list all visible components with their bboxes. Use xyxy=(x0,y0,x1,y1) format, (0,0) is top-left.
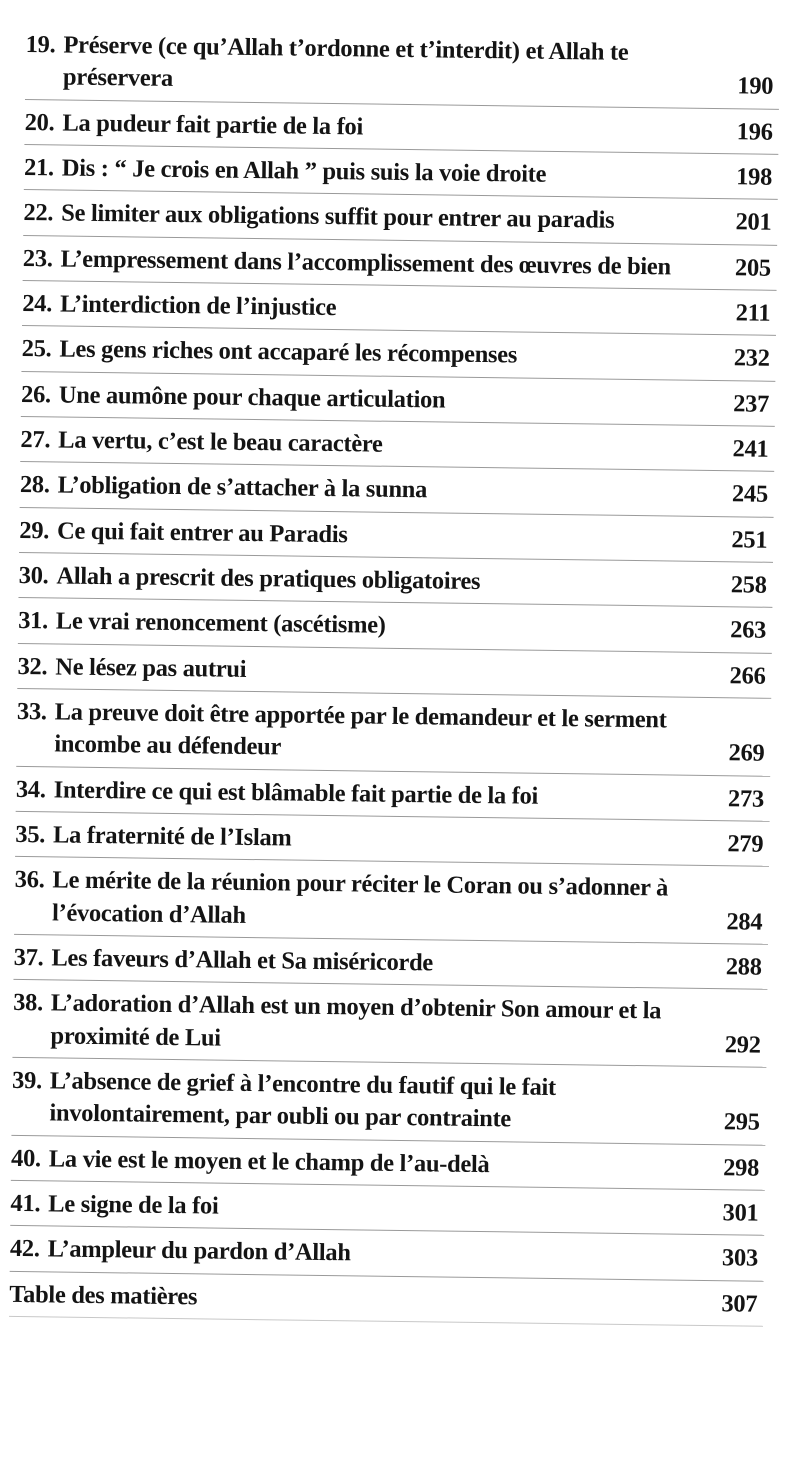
toc-entry-text: L’absence de grief à l’encontre du fautif qui le fait involontairement, par oubli ou par contrainte xyxy=(49,1067,557,1133)
toc-entry-title xyxy=(16,774,710,815)
toc-entry-title xyxy=(16,696,711,770)
toc-entry-text: L’adoration d’Allah est un moyen d’obtenir Son amour et la proximité de Lui xyxy=(50,989,662,1052)
toc-entry-text: L’empressement dans l’accomplissement des œuvres de bien xyxy=(60,245,671,281)
toc-entry-number: 37. xyxy=(13,943,44,972)
toc-entry-number: 38. xyxy=(12,989,44,1017)
toc-entry-text: Interdire ce qui est blâmable fait partie de la foi xyxy=(53,776,539,810)
toc-entry-page: 284 xyxy=(726,907,763,936)
toc-entry-page: 190 xyxy=(737,72,774,101)
toc-entry-number: 22. xyxy=(23,199,54,227)
toc-entry-text: Ce qui fait entrer au Paradis xyxy=(56,517,348,548)
toc-entry-39 xyxy=(11,1058,766,1146)
toc-entry-page: 245 xyxy=(731,480,769,509)
toc-entry-number: 27. xyxy=(20,425,51,454)
toc-entry-33 xyxy=(16,689,771,777)
toc-entry-number: 21. xyxy=(23,153,55,182)
toc-entry-number: 30. xyxy=(18,561,49,590)
toc-entry-number: 19. xyxy=(25,30,56,59)
toc-entry-38 xyxy=(12,980,767,1068)
toc-entry-page: 196 xyxy=(736,117,773,146)
toc-entry-page: 211 xyxy=(735,299,771,327)
toc-entry-text: Table des matières xyxy=(9,1280,198,1310)
toc-entry-title xyxy=(20,469,714,510)
toc-entry-text: Les gens riches ont accaparé les récompenses xyxy=(59,335,518,369)
toc-entry-page: 292 xyxy=(724,1030,761,1059)
toc-entry-title xyxy=(22,333,716,374)
toc-entry-number: 28. xyxy=(19,471,50,499)
toc-entry-title xyxy=(20,424,714,465)
toc-entry-page: 205 xyxy=(734,253,772,282)
toc-entry-page: 301 xyxy=(722,1199,759,1227)
toc-entry-page: 295 xyxy=(723,1108,760,1136)
toc-entry-text: L’ampleur du pardon d’Allah xyxy=(47,1235,351,1267)
toc-entry-page: 241 xyxy=(732,435,769,463)
toc-entry-text: Allah a prescrit des pratiques obligatoires xyxy=(56,562,481,595)
toc-entry-title xyxy=(19,560,713,601)
toc-entry-number: 25. xyxy=(21,335,52,363)
toc-entry-title xyxy=(21,379,715,420)
toc-entry-text: La vertu, c’est le beau caractère xyxy=(58,426,383,458)
table-of-contents xyxy=(9,22,780,1327)
toc-entry-number: 40. xyxy=(10,1144,42,1172)
toc-entry-number: 39. xyxy=(11,1066,43,1095)
toc-entry-title xyxy=(17,651,711,692)
toc-entry-title xyxy=(14,864,709,938)
toc-entry-text: L’interdiction de l’injustice xyxy=(59,290,337,322)
toc-entry-text: Préserve (ce qu’Allah t’ordonne et t’interdit) et Allah te préservera xyxy=(62,31,629,93)
toc-entry-text: La pudeur fait partie de la foi xyxy=(62,109,364,141)
toc-entry-title xyxy=(19,515,713,556)
toc-entry-text: Ne lésez pas autrui xyxy=(55,653,247,683)
toc-entry-number: 20. xyxy=(24,108,55,137)
toc-entry-page: 232 xyxy=(733,344,770,373)
toc-entry-title xyxy=(25,29,720,103)
toc-entry-36 xyxy=(14,857,769,945)
toc-entry-title xyxy=(15,819,709,860)
toc-entry-text: Se limiter aux obligations suffit pour entrer au paradis xyxy=(61,199,615,235)
toc-entry-title xyxy=(24,107,718,148)
toc-entry-text: La vie est le moyen et le champ de l’au-delà xyxy=(48,1144,490,1178)
toc-entry-title xyxy=(10,1233,704,1274)
toc-entry-number: 34. xyxy=(15,775,46,803)
toc-entry-title xyxy=(10,1188,704,1229)
toc-entry-text: Une aumône pour chaque articulation xyxy=(58,381,446,414)
toc-entry-page: 269 xyxy=(728,739,765,767)
toc-entry-number: 35. xyxy=(15,820,46,849)
toc-entry-title xyxy=(23,243,717,284)
toc-entry-number: 23. xyxy=(22,244,53,273)
toc-entry-page: 298 xyxy=(723,1153,760,1182)
toc-entry-number: 42. xyxy=(9,1235,40,1263)
toc-entry-page: 266 xyxy=(729,661,766,690)
toc-entry-title xyxy=(13,987,708,1061)
toc-entry-number: 26. xyxy=(20,380,52,408)
toc-entry-page: 251 xyxy=(731,525,768,554)
toc-entry-page: 198 xyxy=(735,163,773,191)
toc-entry-text: La fraternité de l’Islam xyxy=(52,821,292,852)
toc-entry-page: 273 xyxy=(727,784,765,813)
toc-entry-page: 258 xyxy=(730,571,767,599)
toc-entry-page: 279 xyxy=(727,830,764,858)
toc-entry-page: 288 xyxy=(725,953,762,981)
toc-entry-title xyxy=(24,152,718,193)
toc-entry-text: Le vrai renoncement (ascétisme) xyxy=(55,607,386,640)
toc-entry-title xyxy=(9,1278,703,1319)
toc-entry-table-des-matieres xyxy=(9,1271,764,1326)
toc-entry-19 xyxy=(25,22,780,110)
toc-entry-text: Dis : “ Je crois en Allah ” puis suis la voie droite xyxy=(61,154,547,188)
toc-entry-text: Le mérite de la réunion pour réciter le Coran ou s’adonner à l’évocation d’Allah xyxy=(51,866,669,929)
toc-entry-page: 237 xyxy=(733,389,770,418)
toc-entry-title xyxy=(18,605,712,646)
toc-entry-page: 263 xyxy=(730,616,767,645)
toc-entry-title xyxy=(12,1065,707,1139)
toc-entry-title xyxy=(23,197,717,238)
toc-entry-number: 24. xyxy=(22,289,53,318)
toc-entry-number: 29. xyxy=(19,516,50,544)
toc-entry-text: Le signe de la foi xyxy=(48,1190,219,1220)
toc-entry-number: 31. xyxy=(17,607,49,635)
toc-entry-number: 41. xyxy=(10,1189,41,1218)
toc-entry-number: 32. xyxy=(17,652,48,680)
toc-entry-number: 33. xyxy=(16,697,47,726)
toc-entry-page: 201 xyxy=(735,208,772,237)
toc-entry-title xyxy=(22,288,716,329)
toc-entry-page: 307 xyxy=(721,1289,758,1318)
toc-entry-text: Les faveurs d’Allah et Sa miséricorde xyxy=(51,944,434,977)
toc-entry-text: La preuve doit être apportée par le demandeur et le serment incombe au défendeur xyxy=(54,698,667,761)
toc-entry-number: 36. xyxy=(14,866,45,894)
toc-entry-title xyxy=(14,942,708,983)
toc-entry-page: 303 xyxy=(721,1244,759,1272)
toc-entry-text: L’obligation de s’attacher à la sunna xyxy=(57,471,428,504)
toc-entry-title xyxy=(11,1142,705,1183)
